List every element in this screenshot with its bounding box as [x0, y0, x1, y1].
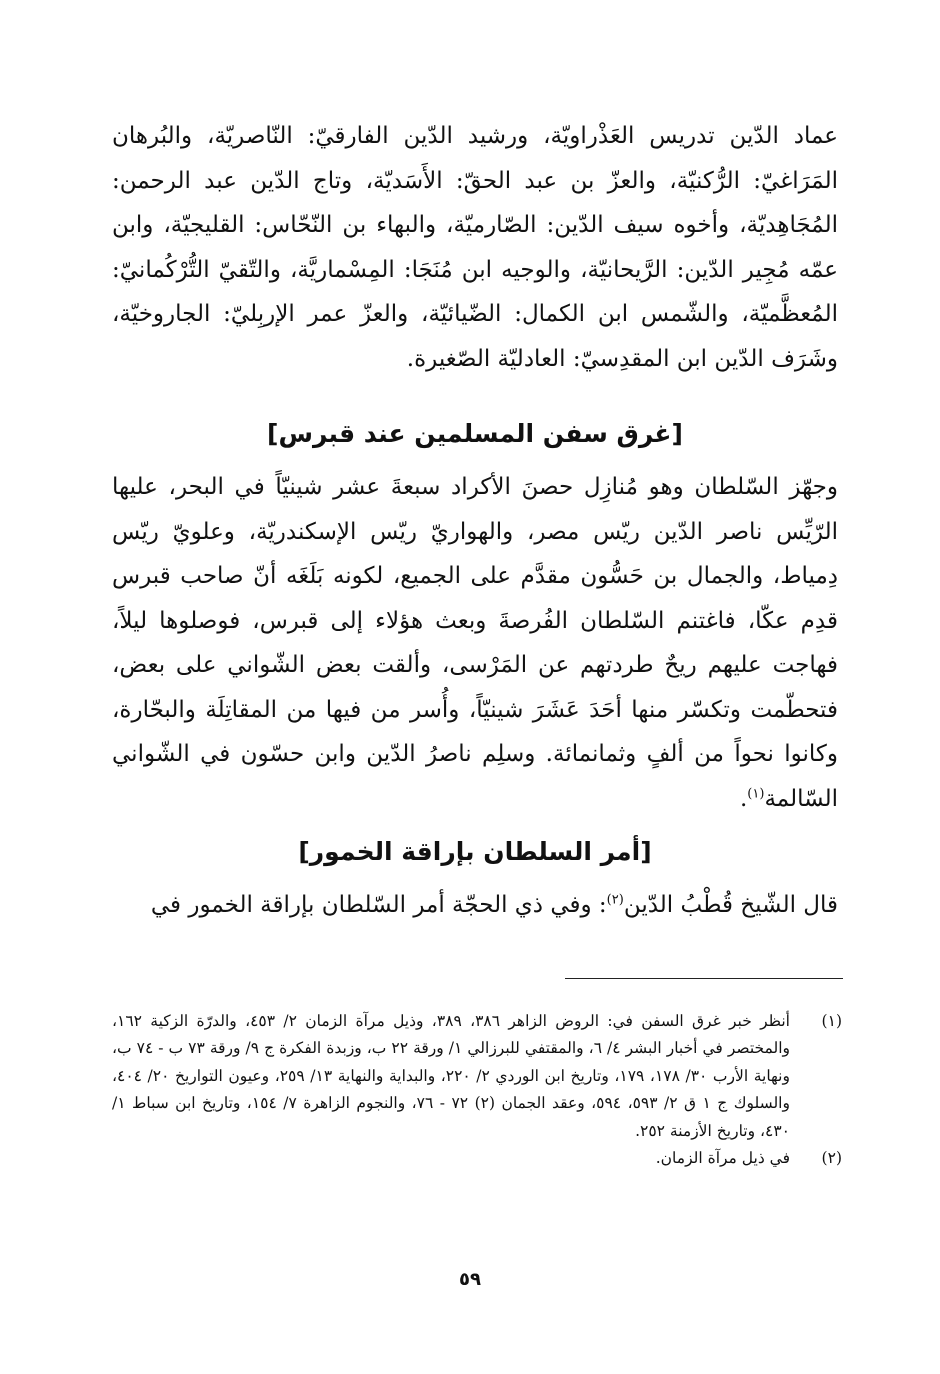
footnote-ref-1[interactable]: (١)	[747, 785, 765, 801]
footnote-1-number: (١)	[821, 1012, 842, 1030]
footnote-separator	[565, 978, 843, 979]
paragraph-teaching-appointments: عماد الدّين تدريس العَذْراويّة، ورشيد الدّين الفارقيّ: النّاصريّة، والبُرهان المَرَاغيّ: الرُّكنيّة، والعزّ بن عبد الحقّ: الأَسَديّة، وتاج الدّين عبد الرحمن: المُجَاهِديّة، وأخوه سيف الدّين: الصّارميّة، والبهاء بن النّحّاس: القليجيّة، وابن عمّه مُجِير الدّين: الرَّيحانيّة، والوجيه ابن مُنَجَا: المِسْماريَّة، والتّقيّ التُّرْكُمانيّ: المُعظَّميّة، والشّمس ابن الكمال: الضّيائيّة، والعزّ عمر الإربِليّ: الجاروخيّة، وشَرَف الدّين ابن المقدِسيّ: العادليّة الصّغيرة.	[112, 123, 838, 372]
paragraph-wine-disposal-end: : وفي ذي الحجّة أمر السّلطان بإراقة الخمور في	[150, 892, 607, 918]
footnote-ref-2[interactable]: (٢)	[606, 892, 624, 908]
footnote-1-text: أنظر خبر غرق السفن في: الروض الزاهر ٣٨٦، ٣٨٩، وذيل مرآة الزمان ٢/ ٤٥٣، والدرّة الزكية ١٦٢، والمختصر في أخبار البشر ٤/ ٦، والمقتفي للبرزالي ١/ ورقة ٢٢ ب، وزبدة الفكرة ج ٩/ ورقة ٧٣ ب - ٧٤ ب، ونهاية الأرب ٣٠/ ١٧٨، ١٧٩، وتاريخ ابن الوردي ٢/ ٢٢٠، والبداية والنهاية ١٣/ ٢٥٩، وعيون التواريخ ٢٠/ ٤٠٤، والسلوك ج ١ ق ٢/ ٥٩٣، ٥٩٤، وعقد الجمان (٢) ٧٢ - ٧٦، والنجوم الزاهرة ٧/ ١٥٤، وتاريخ ابن سباط ١/ ٤٣٠، وتاريخ الأزمنة ٢٥٢.	[112, 1012, 790, 1140]
paragraph-cyprus-fleet-text: وجهّز السّلطان وهو مُنازِل حصنَ الأكراد سبعةَ عشر شينيّاً في البحر، عليها الرّيِّس ناصر الدّين ريّس مصر، والهواريّ ريّس الإسكندريّة، وعلويّ ريّس دِمياط، والجمال بن حَسُّون مقدَّم على الجميع، لكونه بَلَغَه أنّ صاحب قبرس قدِم عكّا، فاغتنم السّلطان الفُرصةَ وبعث هؤلاء إلى قبرس، فوصلوها ليلاً، فهاجت عليهم ريحٌ طردتهم عن المَرْسى، وألقت بعض الشّواني على بعض، فتحطّمت وتكسّر منها أحَدَ عَشَرَ شينيّاً، وأُسر من فيها من المقاتِلَة والبحّارة، وكانوا نحواً من ألفٍ وثمانمائة. وسلِم ناصرُ الدّين وابن حسّون في الشّواني السّالمة	[112, 474, 838, 812]
paragraph-cyprus-fleet-end: .	[739, 785, 748, 812]
paragraph-wine-disposal-start: قال الشّيخ قُطْبُ الدّين	[623, 892, 838, 918]
body-text-section-2	[112, 465, 838, 821]
footnote-1	[112, 1008, 842, 1145]
footnotes-section	[112, 1008, 842, 1172]
footnote-2-number: (٢)	[821, 1149, 842, 1168]
paragraph-cyprus-fleet	[112, 465, 838, 821]
footnote-2	[112, 1145, 842, 1172]
page-number: ٥٩	[459, 1269, 481, 1290]
section-heading-wine-disposal: [أمر السلطان بإراقة الخمور]	[298, 837, 652, 866]
section-heading-cyprus-fleet: [غرق سفن المسلمين عند قبرس]	[267, 419, 683, 448]
paragraph-wine-disposal	[112, 883, 838, 928]
body-text-section-3	[112, 883, 838, 928]
body-text-section-1	[112, 114, 838, 381]
footnote-2-text: في ذيل مرآة الزمان.	[655, 1149, 790, 1168]
